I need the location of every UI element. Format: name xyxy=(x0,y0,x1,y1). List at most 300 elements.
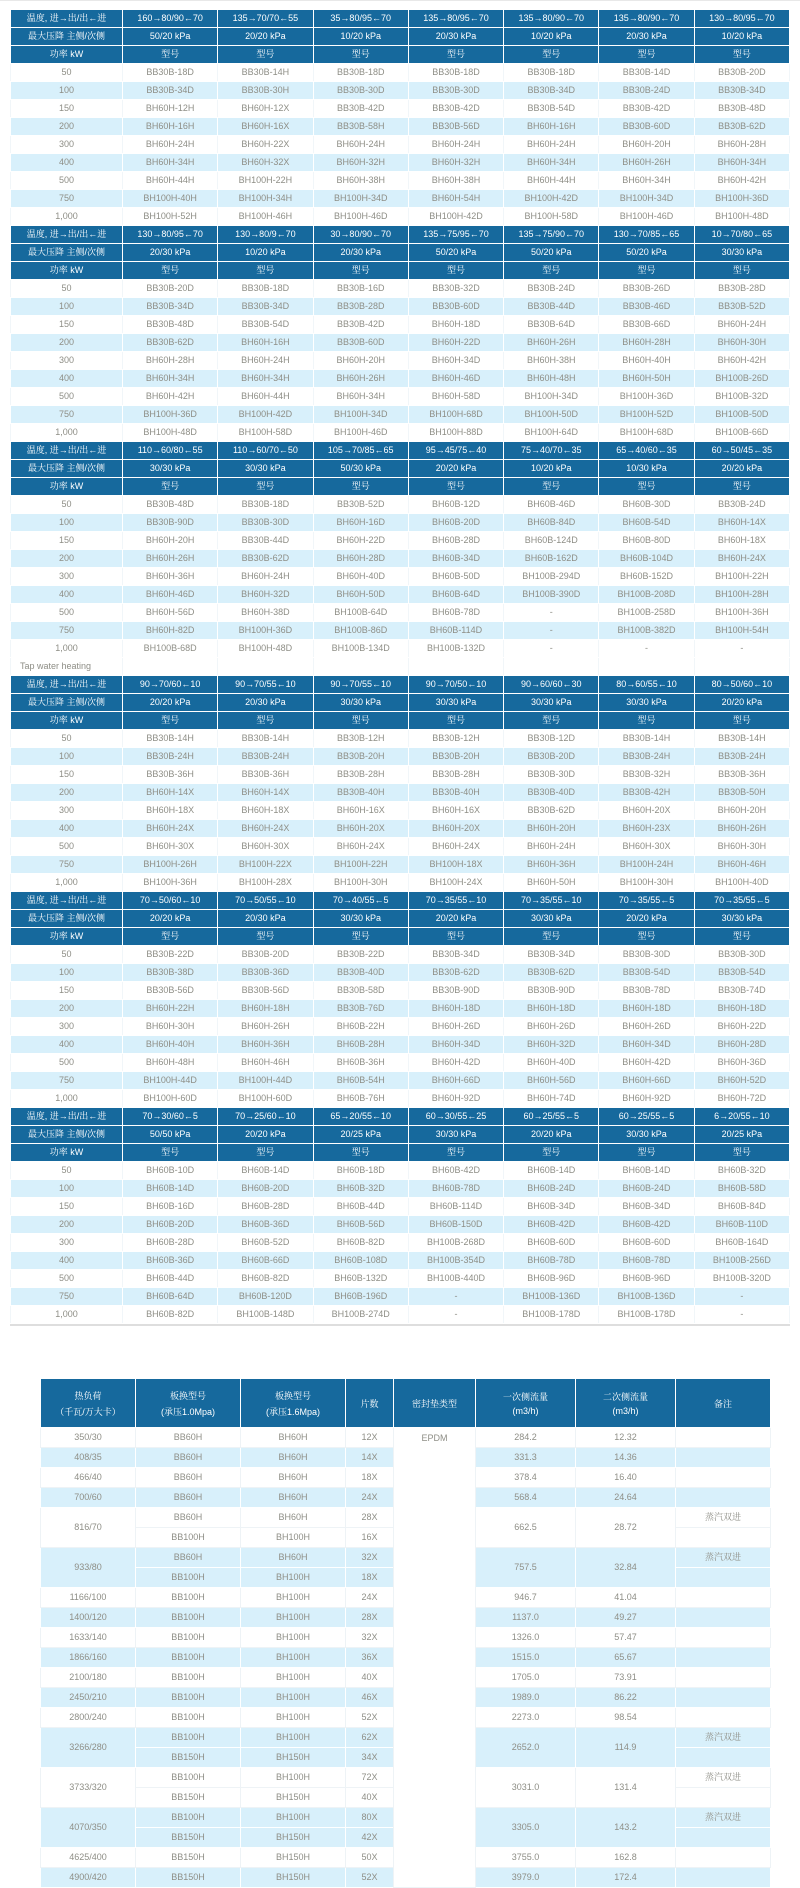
model-cell: BH60H-48H xyxy=(123,1054,218,1072)
pressure-value-cell: 20/20 kPa xyxy=(218,1126,313,1144)
pressure-value-cell: 30/30 kPa xyxy=(313,694,408,712)
flow-primary-cell: 3031.0 xyxy=(476,1768,576,1808)
temp-value-cell: 110→60/70←50 xyxy=(218,442,313,460)
model-data-row xyxy=(11,82,790,100)
page xyxy=(0,1,800,1888)
flow-secondary-cell: 49.27 xyxy=(576,1608,676,1628)
model-cell: BH60B-64D xyxy=(123,1288,218,1306)
model-cell: BH60B-104D xyxy=(599,550,694,568)
model-data-row xyxy=(11,1162,790,1180)
model-10mpa-cell: BB60H xyxy=(136,1468,241,1488)
flow-secondary-cell: 86.22 xyxy=(576,1688,676,1708)
temp-row-label: 温度, 进→出/出←进 xyxy=(11,892,123,910)
model-10mpa-cell: BB100H xyxy=(136,1648,241,1668)
model-cell: BH60H-16X xyxy=(218,118,313,136)
model-cell: BH100H-46D xyxy=(599,208,694,226)
spec-data-row xyxy=(41,1428,771,1448)
model-cell: BH60H-28D xyxy=(694,1036,789,1054)
model-cell: BB30B-48D xyxy=(694,100,789,118)
spec-header-cell xyxy=(346,1379,394,1428)
model-data-row xyxy=(11,1198,790,1216)
model-cell: BB30B-60D xyxy=(408,298,503,316)
model-cell: BH60H-26H xyxy=(694,820,789,838)
model-cell: BH100H-30H xyxy=(313,874,408,892)
model-cell: BH60H-34H xyxy=(694,154,789,172)
model-cell: BH60B-10D xyxy=(123,1162,218,1180)
model-16mpa-cell: BH60H xyxy=(241,1448,346,1468)
model-cell: BH100H-68D xyxy=(599,424,694,442)
model-cell: BH60H-34D xyxy=(408,352,503,370)
model-cell: BH60B-84D xyxy=(504,514,599,532)
model-10mpa-cell: BB60H xyxy=(136,1508,241,1528)
model-cell: BH60B-82D xyxy=(218,1270,313,1288)
model-cell: BB30B-58H xyxy=(313,118,408,136)
model-cell: BH60H-32H xyxy=(313,154,408,172)
remark-cell xyxy=(676,1868,771,1888)
power-cell: 500 xyxy=(11,838,123,856)
model-column-label: 型号 xyxy=(313,1144,408,1162)
plate-count-cell: 32X xyxy=(346,1628,394,1648)
load-cell: 1866/160 xyxy=(41,1648,136,1668)
model-cell: BH100H-48D xyxy=(123,424,218,442)
model-column-label: 型号 xyxy=(599,712,694,730)
plate-count-cell: 36X xyxy=(346,1648,394,1668)
power-cell: 300 xyxy=(11,568,123,586)
model-cell: BB30B-54D xyxy=(218,316,313,334)
temp-value-cell: 160→80/90←70 xyxy=(123,10,218,28)
remark-cell xyxy=(676,1708,771,1728)
model-data-row xyxy=(11,316,790,334)
model-cell: BH60B-78D xyxy=(408,604,503,622)
model-cell: BH100B-66D xyxy=(694,424,789,442)
model-cell: BH60B-80D xyxy=(599,532,694,550)
model-cell: BH60B-82D xyxy=(313,1234,408,1252)
temp-value-cell: 70→30/60←5 xyxy=(123,1108,218,1126)
model-cell: BH60H-38H xyxy=(313,172,408,190)
model-cell: BH100H-36D xyxy=(694,190,789,208)
pressure-value-cell: 20/20 kPa xyxy=(694,694,789,712)
spec-header-line1: 密封垫类型 xyxy=(411,1398,457,1409)
remark-cell: 蒸汽双进 xyxy=(676,1808,771,1828)
model-cell: BB30B-58D xyxy=(313,982,408,1000)
remark-cell xyxy=(676,1668,771,1688)
model-cell: BH60H-36H xyxy=(123,568,218,586)
model-cell: BB30B-20D xyxy=(123,280,218,298)
spec-header-cell xyxy=(476,1379,576,1428)
temp-value-cell: 90→70/55←10 xyxy=(218,676,313,694)
model-cell: BH60H-24X xyxy=(408,838,503,856)
model-column-label: 型号 xyxy=(123,478,218,496)
model-cell: BH60H-30H xyxy=(694,334,789,352)
model-data-row xyxy=(11,154,790,172)
pressure-value-cell: 30/30 kPa xyxy=(599,694,694,712)
model-data-row xyxy=(11,604,790,622)
model-cell: BH60H-48H xyxy=(504,370,599,388)
power-cell: 200 xyxy=(11,784,123,802)
model-cell: BH60B-44D xyxy=(123,1270,218,1288)
model-cell: BH60H-18X xyxy=(694,532,789,550)
model-cell: BH60B-54D xyxy=(599,514,694,532)
power-cell: 100 xyxy=(11,748,123,766)
model-cell: BH60H-20H xyxy=(123,532,218,550)
pressure-value-cell: 30/30 kPa xyxy=(123,460,218,478)
flow-secondary-cell: 143.2 xyxy=(576,1808,676,1848)
plate-count-cell: 50X xyxy=(346,1848,394,1868)
temp-row-label: 温度, 进→出/出←进 xyxy=(11,676,123,694)
model-10mpa-cell: BB100H xyxy=(136,1608,241,1628)
power-cell: 150 xyxy=(11,100,123,118)
pressure-value-cell: 30/30 kPa xyxy=(694,910,789,928)
tap-water-divider-empty-cell xyxy=(408,658,503,676)
model-cell: BH100H-42D xyxy=(408,208,503,226)
model-cell: BB30B-14H xyxy=(694,730,789,748)
model-cell: BH60H-24H xyxy=(123,136,218,154)
model-cell: BB30B-42D xyxy=(313,316,408,334)
model-cell: BH60B-12D xyxy=(408,496,503,514)
model-header-row xyxy=(11,46,790,64)
load-cell: 2100/180 xyxy=(41,1668,136,1688)
pressure-value-cell: 30/30 kPa xyxy=(218,460,313,478)
model-cell: BB30B-24D xyxy=(694,496,789,514)
load-cell: 1633/140 xyxy=(41,1628,136,1648)
load-cell: 816/70 xyxy=(41,1508,136,1548)
model-cell: BH60B-56D xyxy=(313,1216,408,1234)
model-cell: BH60B-14D xyxy=(218,1162,313,1180)
model-cell: BH60H-82D xyxy=(123,622,218,640)
flow-primary-cell: 3979.0 xyxy=(476,1868,576,1888)
model-cell: BB30B-22D xyxy=(123,946,218,964)
flow-primary-cell: 1705.0 xyxy=(476,1668,576,1688)
model-cell: BB30B-64D xyxy=(504,316,599,334)
model-cell: BH60B-132D xyxy=(313,1270,408,1288)
model-10mpa-cell: BB60H xyxy=(136,1548,241,1568)
model-cell: BH100H-42D xyxy=(218,406,313,424)
model-cell: BH60H-26H xyxy=(123,550,218,568)
model-cell: BH100H-44D xyxy=(123,1072,218,1090)
power-cell: 750 xyxy=(11,1072,123,1090)
flow-primary-cell: 1989.0 xyxy=(476,1688,576,1708)
model-cell: BH100H-36H xyxy=(123,874,218,892)
power-cell: 50 xyxy=(11,64,123,82)
model-cell: BH60H-28H xyxy=(599,334,694,352)
flow-primary-cell: 757.5 xyxy=(476,1548,576,1588)
model-data-row xyxy=(11,1270,790,1288)
model-cell: BB30B-28D xyxy=(313,298,408,316)
model-cell: BH60H-20X xyxy=(599,802,694,820)
flow-secondary-cell: 57.47 xyxy=(576,1628,676,1648)
model-cell: BH60H-34H xyxy=(123,370,218,388)
model-cell: BB30B-30D xyxy=(408,82,503,100)
load-cell: 408/35 xyxy=(41,1448,136,1468)
model-cell: BH100H-22H xyxy=(218,172,313,190)
remark-cell xyxy=(676,1748,771,1768)
model-cell: BH60H-34D xyxy=(408,1036,503,1054)
model-data-row xyxy=(11,424,790,442)
model-cell: BH60H-34H xyxy=(313,388,408,406)
model-cell: BH100H-36D xyxy=(123,406,218,424)
model-data-row xyxy=(11,172,790,190)
model-cell: BH60B-20D xyxy=(123,1216,218,1234)
model-cell: BB30B-62D xyxy=(218,550,313,568)
power-cell: 50 xyxy=(11,1162,123,1180)
model-column-label: 型号 xyxy=(504,928,599,946)
model-cell: BB30B-14D xyxy=(599,64,694,82)
model-cell: BH60B-28D xyxy=(123,1234,218,1252)
pressure-value-cell: 50/20 kPa xyxy=(408,244,503,262)
model-cell: BH60H-24H xyxy=(313,136,408,154)
model-cell: BH60H-50H xyxy=(504,874,599,892)
pressure-row-label: 最大压降 主侧/次侧 xyxy=(11,694,123,712)
model-cell: BH60B-18D xyxy=(313,1162,408,1180)
model-16mpa-cell: BH60H xyxy=(241,1428,346,1448)
pressure-value-cell: 30/30 kPa xyxy=(694,244,789,262)
power-cell: 150 xyxy=(11,982,123,1000)
model-data-row xyxy=(11,874,790,892)
model-cell: BH100H-36D xyxy=(599,388,694,406)
power-cell: 1,000 xyxy=(11,208,123,226)
tap-water-divider-empty-cell xyxy=(599,658,694,676)
model-cell: BH60B-60D xyxy=(504,1234,599,1252)
model-cell: BH100B-382D xyxy=(599,622,694,640)
model-cell: BB30B-24D xyxy=(504,280,599,298)
model-cell: BH100H-22X xyxy=(218,856,313,874)
model-cell: BH60H-18X xyxy=(218,802,313,820)
model-cell: BH60H-42D xyxy=(599,1054,694,1072)
model-cell: BH60H-28H xyxy=(694,136,789,154)
model-cell: BH60H-20H xyxy=(599,136,694,154)
model-data-row xyxy=(11,568,790,586)
model-cell: BH100H-64D xyxy=(504,424,599,442)
pressure-value-cell: 50/20 kPa xyxy=(504,244,599,262)
model-cell: BH100H-36H xyxy=(694,604,789,622)
plate-count-cell: 14X xyxy=(346,1448,394,1468)
model-column-label: 型号 xyxy=(694,928,789,946)
load-cell: 4625/400 xyxy=(41,1848,136,1868)
model-cell: BH60B-124D xyxy=(504,532,599,550)
temp-value-cell: 70→40/55←5 xyxy=(313,892,408,910)
flow-primary-cell: 378.4 xyxy=(476,1468,576,1488)
model-cell: - xyxy=(408,1288,503,1306)
model-data-row xyxy=(11,550,790,568)
flow-primary-cell: 662.5 xyxy=(476,1508,576,1548)
temp-value-cell: 60→50/45←35 xyxy=(694,442,789,460)
model-data-row xyxy=(11,406,790,424)
model-cell: BB30B-32H xyxy=(599,766,694,784)
pressure-value-cell: 10/20 kPa xyxy=(218,244,313,262)
model-cell: BH60H-12H xyxy=(123,100,218,118)
model-cell: BB30B-34D xyxy=(504,82,599,100)
model-10mpa-cell: BB60H xyxy=(136,1428,241,1448)
model-cell: BH60H-26H xyxy=(313,370,408,388)
plate-count-cell: 18X xyxy=(346,1568,394,1588)
tap-water-divider-label: Tap water heating xyxy=(11,658,123,676)
model-cell: BH100B-354D xyxy=(408,1252,503,1270)
model-cell: BH100H-42D xyxy=(504,190,599,208)
power-cell: 150 xyxy=(11,1198,123,1216)
model-cell: BH60B-64D xyxy=(408,586,503,604)
temp-header-row xyxy=(11,226,790,244)
pressure-row-label: 最大压降 主侧/次侧 xyxy=(11,28,123,46)
tap-water-divider-row xyxy=(11,658,790,676)
model-cell: BH100H-88D xyxy=(408,424,503,442)
model-cell: BH60H-32H xyxy=(408,154,503,172)
model-cell: BH60B-30D xyxy=(599,496,694,514)
model-cell: BH60B-14D xyxy=(504,1162,599,1180)
model-16mpa-cell: BH100H xyxy=(241,1628,346,1648)
model-cell: BH60H-74D xyxy=(504,1090,599,1108)
temp-value-cell: 130→70/85←65 xyxy=(599,226,694,244)
model-cell: BH100H-34D xyxy=(504,388,599,406)
model-cell: BH60B-34D xyxy=(599,1198,694,1216)
model-cell: BH60H-20X xyxy=(313,820,408,838)
model-cell: BH60H-32X xyxy=(218,154,313,172)
model-cell: BB30B-30D xyxy=(599,946,694,964)
model-cell: BH60B-52D xyxy=(218,1234,313,1252)
model-column-label: 型号 xyxy=(694,478,789,496)
power-cell: 750 xyxy=(11,406,123,424)
power-cell: 100 xyxy=(11,964,123,982)
power-cell: 1,000 xyxy=(11,874,123,892)
model-data-row xyxy=(11,1054,790,1072)
flow-secondary-cell: 172.4 xyxy=(576,1868,676,1888)
model-cell: BH60H-34H xyxy=(504,154,599,172)
model-cell: BH100B-178D xyxy=(599,1306,694,1324)
model-data-row xyxy=(11,1216,790,1234)
model-cell: BB30B-12H xyxy=(408,730,503,748)
model-cell: BB30B-22D xyxy=(313,946,408,964)
model-cell: BB30B-90D xyxy=(123,514,218,532)
model-column-label: 型号 xyxy=(694,46,789,64)
model-cell: BB30B-54D xyxy=(599,964,694,982)
model-cell: BH60B-24D xyxy=(599,1180,694,1198)
model-column-label: 型号 xyxy=(123,1144,218,1162)
model-cell: BH60B-36D xyxy=(123,1252,218,1270)
model-cell: BH60H-58D xyxy=(408,388,503,406)
model-10mpa-cell: BB100H xyxy=(136,1728,241,1748)
power-cell: 200 xyxy=(11,1216,123,1234)
model-cell: BB30B-24H xyxy=(694,748,789,766)
model-16mpa-cell: BH150H xyxy=(241,1748,346,1768)
power-column-label: 功率 kW xyxy=(11,46,123,64)
pressure-row-label: 最大压降 主侧/次侧 xyxy=(11,244,123,262)
model-cell: BH60H-16H xyxy=(218,334,313,352)
temp-row-label: 温度, 进→出/出←进 xyxy=(11,1108,123,1126)
model-cell: BH60B-34D xyxy=(408,550,503,568)
model-10mpa-cell: BB100H xyxy=(136,1588,241,1608)
load-cell: 700/60 xyxy=(41,1488,136,1508)
model-16mpa-cell: BH100H xyxy=(241,1728,346,1748)
model-cell: BH60H-24H xyxy=(504,838,599,856)
load-cell: 350/30 xyxy=(41,1428,136,1448)
spec-header-cell xyxy=(241,1379,346,1428)
model-cell: BB30B-62D xyxy=(123,334,218,352)
model-cell: BH60H-26H xyxy=(218,1018,313,1036)
model-10mpa-cell: BB100H xyxy=(136,1708,241,1728)
model-cell: BB30B-76D xyxy=(313,1000,408,1018)
model-cell: BH60B-28D xyxy=(408,532,503,550)
power-column-label: 功率 kW xyxy=(11,712,123,730)
model-column-label: 型号 xyxy=(218,928,313,946)
model-cell: BH60B-46D xyxy=(504,496,599,514)
model-cell: BH60B-114D xyxy=(408,1198,503,1216)
model-cell: BH60H-42H xyxy=(694,172,789,190)
model-cell: BB30B-30D xyxy=(218,514,313,532)
flow-secondary-cell: 114.9 xyxy=(576,1728,676,1768)
temp-value-cell: 70→25/60←10 xyxy=(218,1108,313,1126)
model-cell: BH100B-148D xyxy=(218,1306,313,1324)
model-cell: BH100H-54H xyxy=(694,622,789,640)
model-data-row xyxy=(11,856,790,874)
model-cell: BB30B-52D xyxy=(694,298,789,316)
model-cell: BH100H-52H xyxy=(123,208,218,226)
model-cell: BH60H-24H xyxy=(694,316,789,334)
model-header-row xyxy=(11,928,790,946)
model-cell: BH60H-50H xyxy=(599,370,694,388)
temp-value-cell: 90→70/60←10 xyxy=(123,676,218,694)
pressure-value-cell: 20/30 kPa xyxy=(218,694,313,712)
pressure-row-label: 最大压降 主侧/次侧 xyxy=(11,910,123,928)
plate-count-cell: 16X xyxy=(346,1528,394,1548)
model-16mpa-cell: BH60H xyxy=(241,1468,346,1488)
pressure-value-cell: 10/30 kPa xyxy=(599,460,694,478)
model-data-row xyxy=(11,838,790,856)
model-cell: BH60H-18D xyxy=(408,316,503,334)
model-cell: BH60H-20X xyxy=(408,820,503,838)
model-column-label: 型号 xyxy=(408,46,503,64)
model-cell: BB30B-24H xyxy=(123,748,218,766)
model-cell: BB30B-46D xyxy=(599,298,694,316)
model-cell: BB30B-26D xyxy=(599,280,694,298)
model-cell: BB30B-32D xyxy=(408,280,503,298)
pressure-value-cell: 10/20 kPa xyxy=(504,28,599,46)
model-16mpa-cell: BH100H xyxy=(241,1648,346,1668)
plate-count-cell: 52X xyxy=(346,1868,394,1888)
temp-value-cell: 130→80/9←70 xyxy=(218,226,313,244)
model-cell: BH100H-34D xyxy=(313,406,408,424)
model-cell: BH60H-36H xyxy=(504,856,599,874)
model-cell: BH60H-42H xyxy=(123,388,218,406)
model-cell: BB30B-48D xyxy=(123,316,218,334)
plate-count-cell: 28X xyxy=(346,1608,394,1628)
model-cell: BB30B-18D xyxy=(313,64,408,82)
model-cell: BH60H-34H xyxy=(599,172,694,190)
model-cell: BH60H-14X xyxy=(123,784,218,802)
model-cell: - xyxy=(504,640,599,658)
model-10mpa-cell: BB100H xyxy=(136,1568,241,1588)
model-cell: BH60B-28D xyxy=(218,1198,313,1216)
model-16mpa-cell: BH100H xyxy=(241,1708,346,1728)
remark-cell: 蒸汽双进 xyxy=(676,1728,771,1748)
model-cell: BB30B-42H xyxy=(599,784,694,802)
model-column-label: 型号 xyxy=(218,478,313,496)
pressure-value-cell: 20/20 kPa xyxy=(408,460,503,478)
temp-value-cell: 135→75/95←70 xyxy=(408,226,503,244)
flow-secondary-cell: 12.32 xyxy=(576,1428,676,1448)
model-cell: BH100H-46D xyxy=(313,424,408,442)
spec-header-line2: (承压1.0Mpa) xyxy=(160,1406,215,1417)
temp-value-cell: 80→50/60←10 xyxy=(694,676,789,694)
flow-secondary-cell: 131.4 xyxy=(576,1768,676,1808)
model-cell: BH60H-30X xyxy=(123,838,218,856)
power-cell: 500 xyxy=(11,388,123,406)
temp-value-cell: 70→35/55←10 xyxy=(504,892,599,910)
temp-value-cell: 60→30/55←25 xyxy=(408,1108,503,1126)
temp-value-cell: 105→70/85←65 xyxy=(313,442,408,460)
power-cell: 100 xyxy=(11,1180,123,1198)
model-cell: BB30B-12D xyxy=(504,730,599,748)
power-cell: 150 xyxy=(11,316,123,334)
model-column-label: 型号 xyxy=(599,1144,694,1162)
